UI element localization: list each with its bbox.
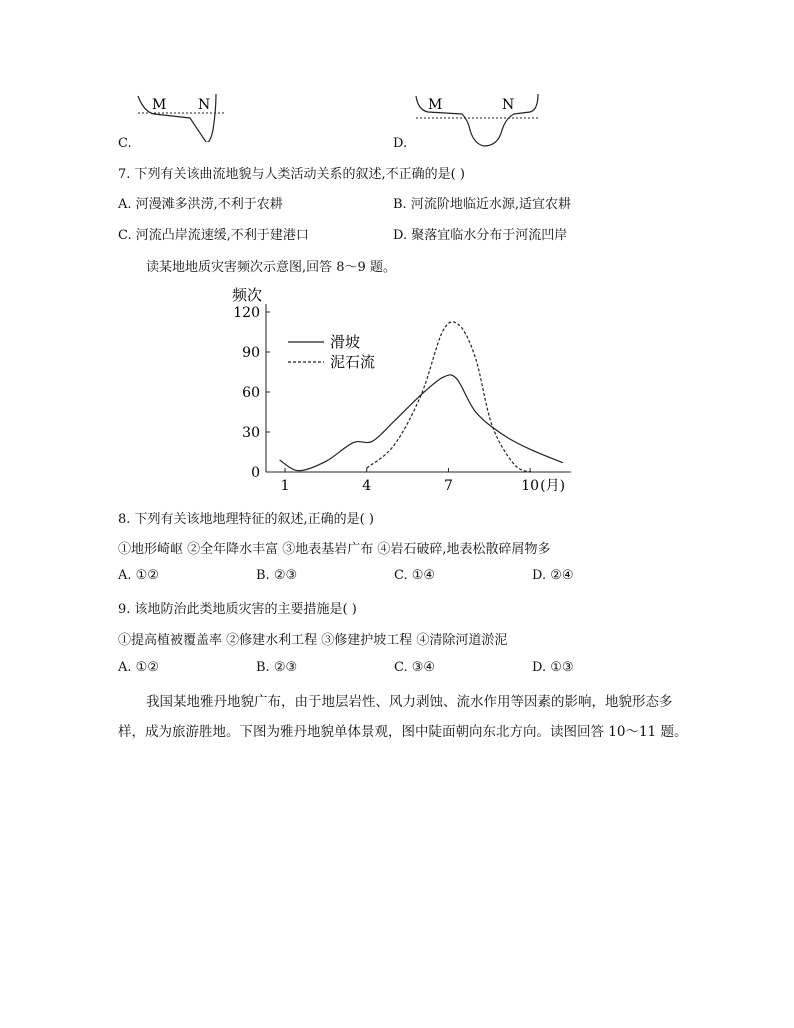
q8-stem: 8. 下列有关该地地理特征的叙述,正确的是( ) — [118, 512, 374, 527]
option-c-profile — [130, 90, 240, 142]
q8-option-c: C. ①④ — [394, 568, 436, 583]
q9-option-b: B. ②③ — [256, 660, 298, 675]
q8-option-b: B. ②③ — [256, 568, 298, 583]
q9-option-d: D. ①③ — [532, 660, 574, 675]
x-tick-label: 10 — [521, 478, 540, 494]
y-tick-label: 0 — [251, 465, 260, 481]
option-d-profile — [410, 90, 550, 148]
q7-option-c: C. 河流凸岸流速缓,不利于建港口 — [118, 228, 309, 243]
q7-option-a: A. 河漫滩多洪涝,不利于农耕 — [118, 197, 283, 212]
intro-8-9: 读某地地质灾害频次示意图,回答 8～9 题。 — [146, 260, 396, 275]
label-m: M — [152, 97, 167, 113]
q9-option-c: C. ③④ — [394, 660, 436, 675]
para-10-11-line1: 我国某地雅丹地貌广布，由于地层岩性、风力剥蚀、流水作用等因素的影响，地貌形态多 — [146, 694, 673, 710]
y-tick-label: 120 — [233, 305, 260, 321]
series-line-landslide — [280, 375, 563, 471]
series-line-debris-flow — [367, 322, 530, 472]
q8-option-a: A. ①② — [118, 568, 159, 583]
label-n: N — [502, 97, 515, 113]
label-m: M — [428, 97, 443, 113]
q8-option-d: D. ②④ — [532, 568, 574, 583]
q7-option-b: B. 河流阶地临近水源,适宜农耕 — [393, 197, 571, 212]
label-n: N — [198, 97, 211, 113]
option-c-label: C. — [118, 136, 132, 151]
q9-items: ①提高植被覆盖率 ②修建水利工程 ③修建护坡工程 ④清除河道淤泥 — [118, 633, 508, 648]
x-tick-label: 7 — [443, 478, 453, 494]
q9-option-a: A. ①② — [118, 660, 159, 675]
option-d-label: D. — [393, 136, 408, 151]
x-tick-label: 4 — [362, 478, 372, 494]
y-tick-label: 30 — [242, 425, 260, 441]
para-10-11-line2: 样，成为旅游胜地。下图为雅丹地貌单体景观，图中陡面朝向东北方向。读图回答 10～11 题。 — [118, 724, 688, 740]
y-axis-label: 频次 — [232, 286, 263, 304]
y-tick-label: 90 — [242, 345, 260, 361]
disaster-frequency-chart — [226, 280, 586, 495]
y-tick-label: 60 — [242, 385, 260, 401]
x-tick-label: 1 — [280, 478, 290, 494]
legend-label: 滑坡 — [330, 333, 361, 351]
q7-stem: 7. 下列有关该曲流地貌与人类活动关系的叙述,不正确的是( ) — [118, 167, 465, 182]
q8-items: ①地形崎岖 ②全年降水丰富 ③地表基岩广布 ④岩石破碎,地表松散碎屑物多 — [118, 542, 551, 557]
q9-stem: 9. 该地防治此类地质灾害的主要措施是( ) — [118, 602, 357, 617]
x-axis-label: (月) — [540, 478, 566, 494]
legend-label: 泥石流 — [330, 353, 376, 371]
q7-option-d: D. 聚落宜临水分布于河流凹岸 — [393, 228, 568, 243]
